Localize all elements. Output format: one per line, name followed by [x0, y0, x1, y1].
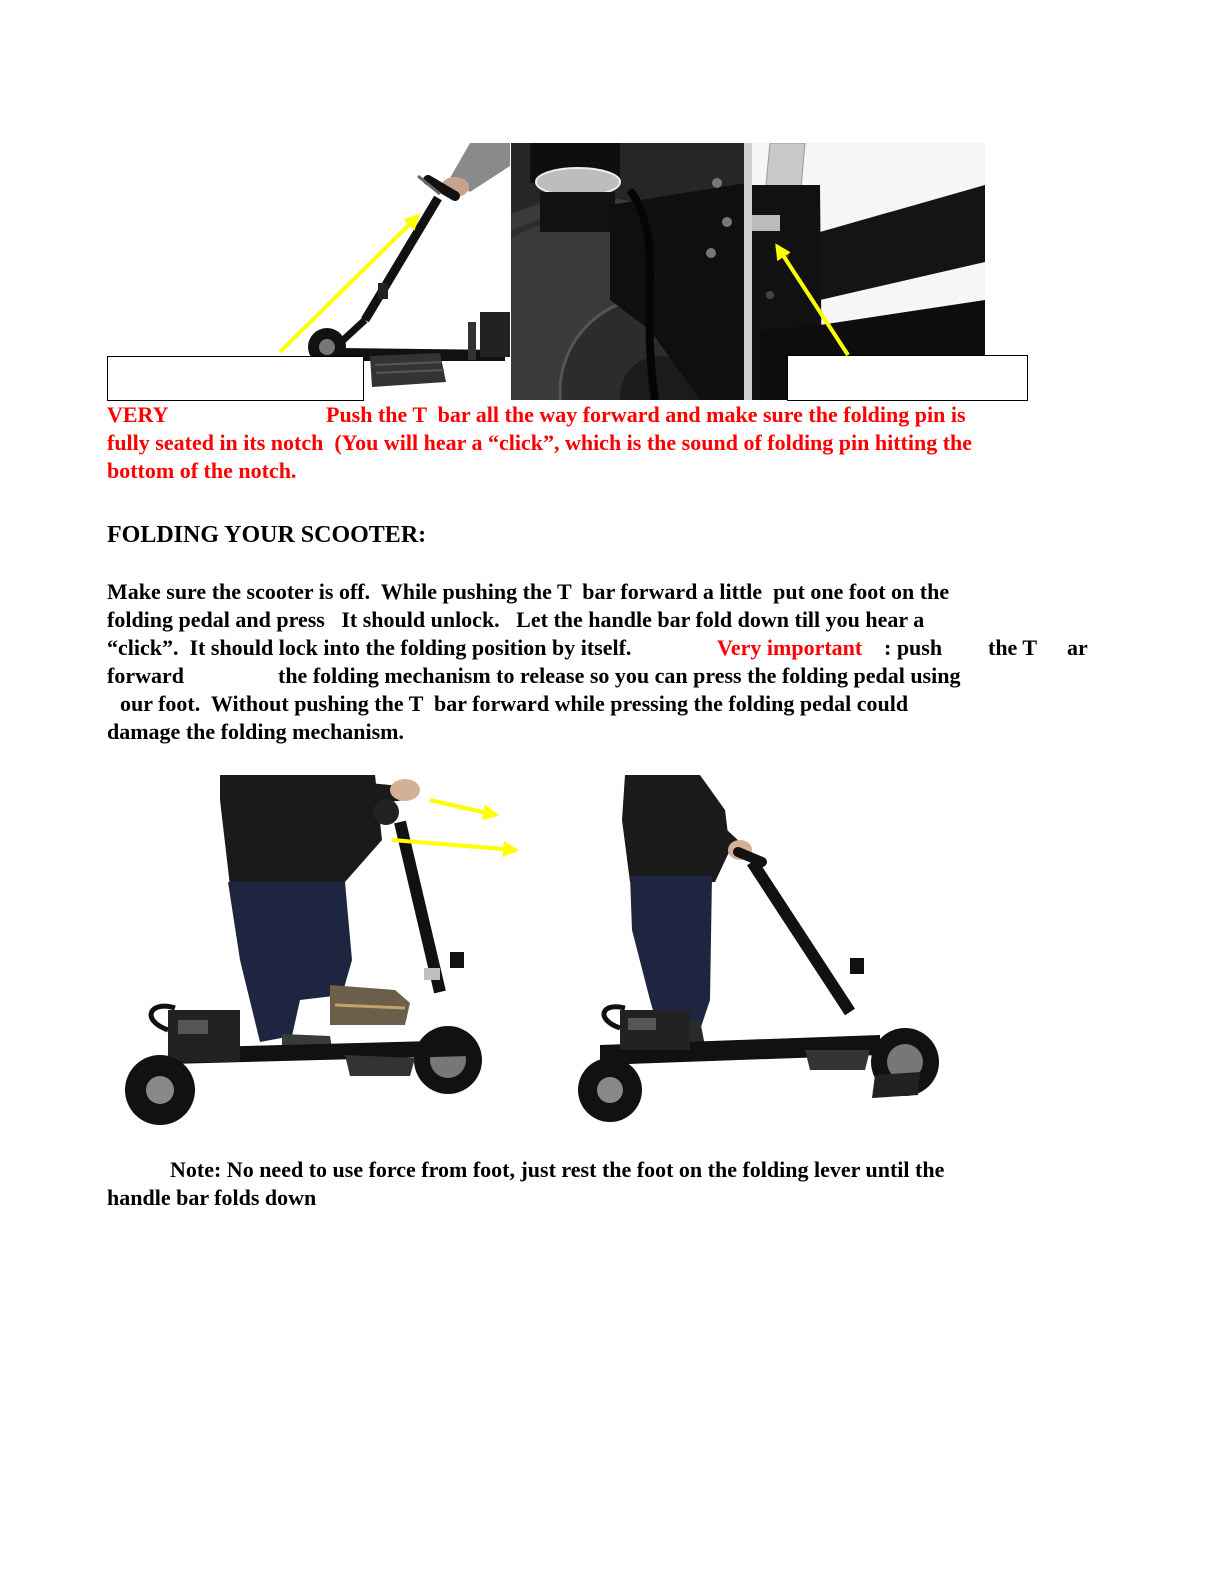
- photo-folding-step-1: [115, 775, 520, 1127]
- instructions-line-6: damage the folding mechanism.: [107, 719, 404, 744]
- instructions-line-4b: the folding mechanism to release so you can press the folding pedal using: [278, 663, 961, 688]
- note-line-1: Note: No need to use force from foot, just rest the foot on the folding lever until the: [170, 1157, 945, 1182]
- steering-tube: [530, 143, 620, 232]
- caption-box-left: [107, 356, 364, 401]
- warning-line-3: bottom of the notch.: [107, 458, 297, 483]
- instructions-line-2: folding pedal and press It should unlock. Let the handle bar fold down till you hear a: [107, 607, 925, 632]
- caption-box-right: [787, 355, 1028, 401]
- photo-folding-step-2: [575, 775, 945, 1127]
- instructions-line-3d: ar: [1067, 635, 1088, 660]
- photo-fork-closeup: [511, 143, 752, 400]
- warning-line-2: fully seated in its notch (You will hear a “click”, which is the sound of folding pin hitting the: [107, 430, 973, 455]
- instructions-line-4a: forward: [107, 663, 184, 688]
- instructions-line-3c: the T: [988, 635, 1038, 660]
- instructions-line-5: our foot. Without pushing the T bar forward while pressing the folding pedal could: [120, 691, 909, 716]
- warning-line-1: Push the T bar all the way forward and make sure the folding pin is: [326, 402, 966, 427]
- section-heading: FOLDING YOUR SCOOTER:: [107, 522, 427, 548]
- instructions-line-3b: : push: [884, 635, 943, 660]
- note-line-2: handle bar folds down: [107, 1185, 317, 1210]
- instructions-line-3a: “click”. It should lock into the folding position by itself.: [107, 635, 632, 660]
- very-important-label: Very important: [717, 635, 863, 660]
- warning-very: VERY: [107, 402, 169, 427]
- instructions-line-1: Make sure the scooter is off. While pushing the T bar forward a little put one foot on the: [107, 579, 950, 604]
